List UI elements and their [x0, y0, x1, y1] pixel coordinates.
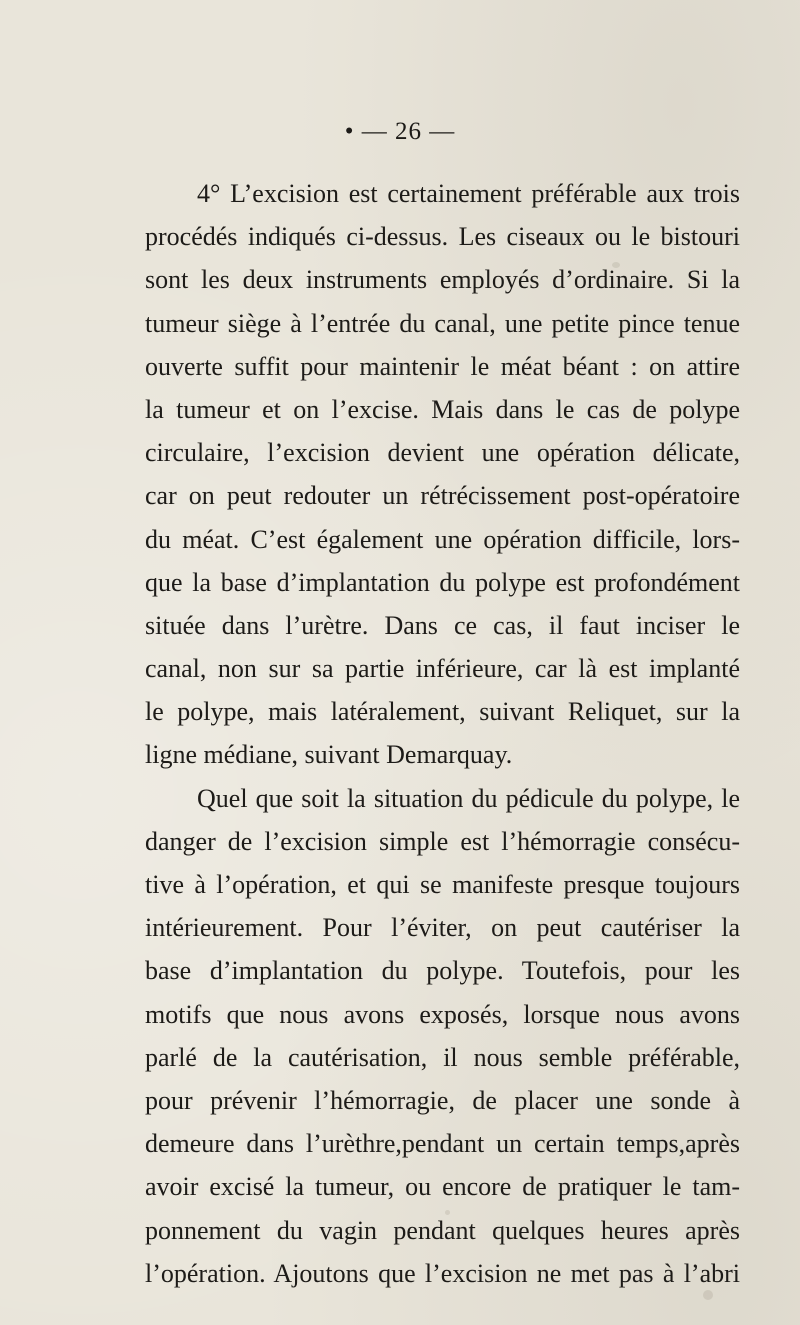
text-line: procédés indiqués ci-dessus. Les ciseaux ou le bistouri — [145, 222, 740, 252]
text-line: ligne médiane, suivant Demarquay. — [145, 740, 513, 770]
text-line: avoir excisé la tumeur, ou encore de pratiquer le tam- — [145, 1172, 740, 1202]
text-line: tive à l’opération, et qui se manifeste presque toujours — [145, 870, 740, 899]
text-line: tumeur siège à l’entrée du canal, une petite pince tenue — [145, 308, 740, 338]
body-text — [145, 172, 740, 1295]
text-line: parlé de la cautérisation, il nous semble préférable, — [145, 1042, 740, 1072]
text-line: ponnement du vagin pendant quelques heures après — [145, 1215, 740, 1245]
text-line: située dans l’urètre. Dans ce cas, il faut inciser le — [145, 610, 740, 640]
text-line: demeure dans l’urèthre,pendant un certain temps,après — [145, 1129, 740, 1159]
text-line: pour prévenir l’hémorragie, de placer une sonde à — [145, 1085, 740, 1115]
text-line: que la base d’implantation du polype est profondément — [145, 567, 740, 597]
text-line: motifs que nous avons exposés, lorsque nous avons — [145, 999, 740, 1029]
page-number: • — 26 — — [344, 118, 456, 145]
text-line: intérieurement. Pour l’éviter, on peut cautériser la — [145, 913, 740, 943]
text-line: 4° L’excision est certainement préférable aux trois — [197, 179, 740, 208]
text-line: sont les deux instruments employés d’ordinaire. Si la — [145, 265, 740, 295]
text-line: du méat. C’est également une opération difficile, lors- — [145, 524, 740, 554]
text-line: circulaire, l’excision devient une opération délicate, — [145, 438, 740, 468]
text-line: canal, non sur sa partie inférieure, car là est implanté — [145, 654, 740, 684]
text-line: la tumeur et on l’excise. Mais dans le cas de polype — [145, 394, 740, 424]
text-line: car on peut redouter un rétrécissement post-opératoire — [145, 481, 740, 511]
text-line: Quel que soit la situation du pédicule du polype, le — [197, 783, 740, 813]
text-line: base d’implantation du polype. Toutefois, pour les — [145, 956, 740, 986]
text-line: ouverte suffit pour maintenir le méat béant : on attire — [145, 351, 740, 381]
text-line: danger de l’excision simple est l’hémorragie consécu- — [145, 826, 740, 856]
text-line: le polype, mais latéralement, suivant Reliquet, sur la — [145, 697, 740, 727]
text-line: l’opération. Ajoutons que l’excision ne met pas à l’abri — [145, 1258, 740, 1288]
